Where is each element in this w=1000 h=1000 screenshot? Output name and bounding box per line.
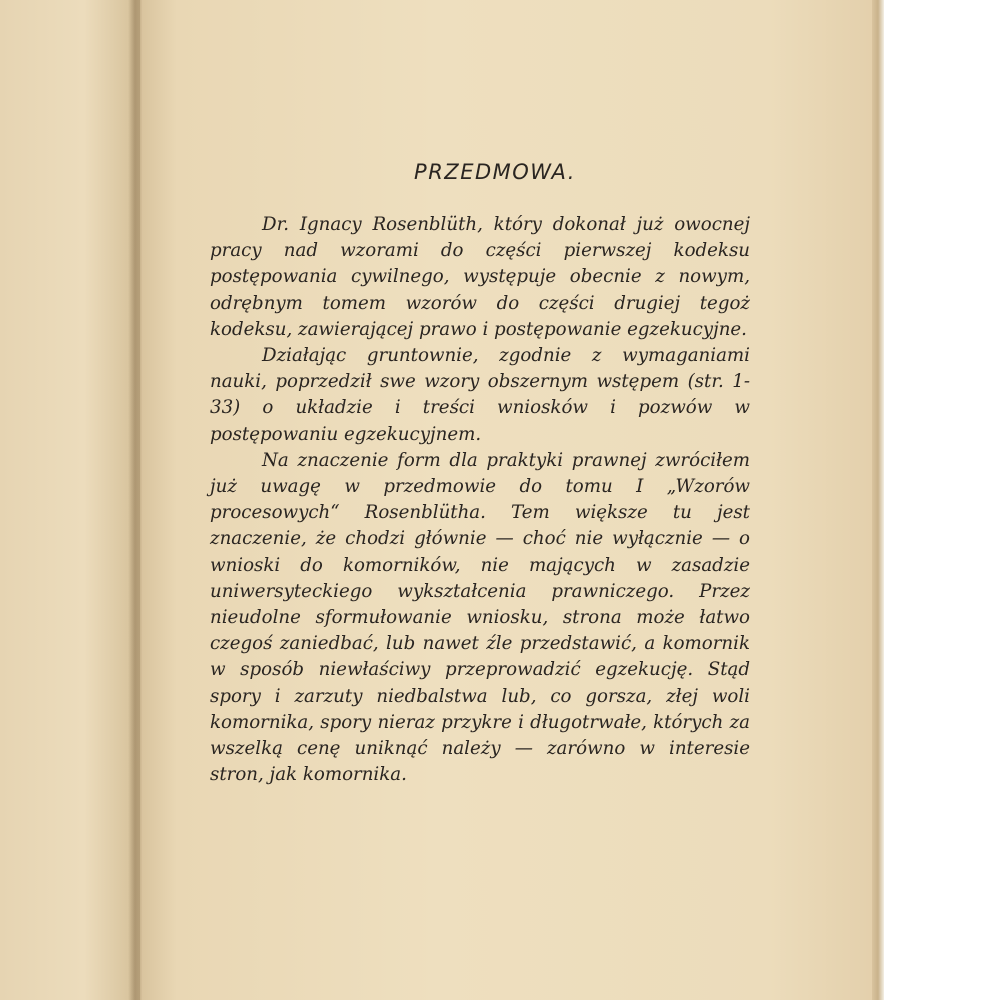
paragraph-1: Dr. Ignacy Rosenblüth, który dokonał już owocnej pracy nad wzorami do części pierwszej kodeksu postępowania cywilnego, występuje obecnie z nowym, odrębnym tomem wzorów do części drugiej tegoż kodeksu, zawierającej prawo i postępowanie egzekucyjne. — [210, 214, 750, 340]
left-page — [0, 0, 140, 1000]
paragraph-2: Działając gruntownie, zgodnie z wymaganiami nauki, poprzedził swe wzory obszernym wstępem (str. 1-33) o układzie i treści wniosków i pozwów w postępowaniu egzekucyjnem. — [210, 345, 750, 445]
page-edge — [872, 0, 884, 1000]
paragraph-3: Na znaczenie form dla praktyki prawnej zwróciłem już uwagę w przedmowie do tomu I „Wzorów procesowych“ Rosenblütha. Tem większe tu jest znaczenie, że chodzi głównie — choć nie wyłącznie — o wnioski do komorników, nie mających w zasadzie uniwersyteckiego wykształcenia prawniczego. Przez nieudolne sformułowanie wniosku, strona może łatwo czegoś zaniedbać, lub nawet źle przedstawić, a komornik w sposób niewłaściwy przeprowadzić egzekucję. Stąd spory i zarzuty niedbalstwa lub, co gorsza, złej woli komornika, spory nieraz przykre i długotrwałe, których za wszelką cenę uniknąć należy — zarówno w interesie stron, jak komornika. — [210, 449, 750, 786]
page-title: PRZEDMOWA. — [414, 160, 576, 184]
preface-text — [210, 150, 750, 788]
book-gutter — [128, 0, 142, 1000]
